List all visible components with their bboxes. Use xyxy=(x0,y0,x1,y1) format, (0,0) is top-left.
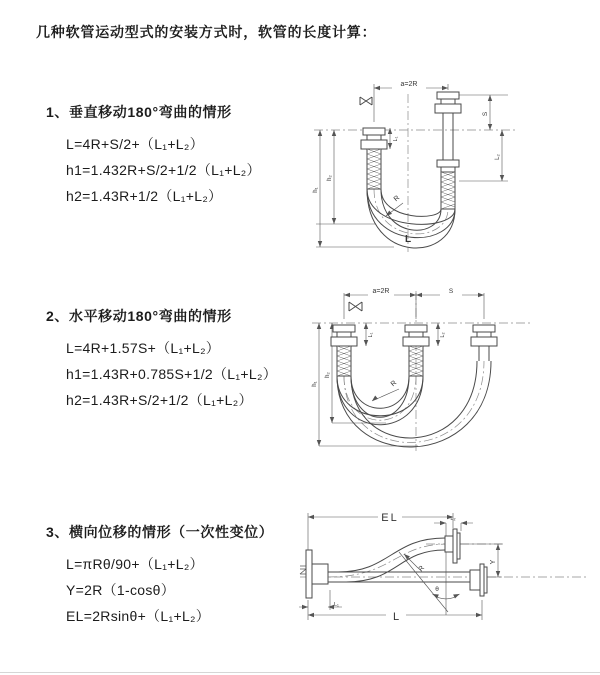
horizontal-bend-diagram xyxy=(306,283,536,463)
h-dim-s-label: S xyxy=(448,288,454,295)
section-3-heading: 3、横向位移的情形（一次性变位） xyxy=(46,524,274,540)
h-dim-h2-label: h₂ xyxy=(325,372,331,378)
dimension-arrows xyxy=(318,86,504,247)
section-2-formula-h2: h2=1.43R+S/2+1/2（L₁+L₂） xyxy=(66,392,253,408)
section-1-formula-h2: h2=1.43R+1/2（L₁+L₂） xyxy=(66,188,223,204)
dimension-lines xyxy=(299,513,502,620)
v-dim-l1-label: L₁ xyxy=(393,136,399,142)
section-vertical-bend xyxy=(46,102,261,209)
section-3-formula-EL: EL=2Rsinθ+（L₁+L₂） xyxy=(66,608,211,624)
section-3-formula-L: L=πRθ/90+（L₁+L₂） xyxy=(66,556,204,572)
section-1-heading: 1、垂直移动180°弯曲的情形 xyxy=(46,104,232,120)
section-horizontal-bend xyxy=(46,306,277,413)
lat-angle-label: θ xyxy=(435,586,439,593)
h-dim-h1-label: h₁ xyxy=(312,381,318,387)
dimension-lines xyxy=(316,84,508,247)
valve-icon xyxy=(349,302,362,311)
lateral-displacement-diagram xyxy=(298,498,593,653)
v-length-label: L xyxy=(404,234,412,245)
h-dim-l2-label: L₂ xyxy=(440,332,446,338)
hose-braid xyxy=(337,346,489,376)
lat-dim-l1-label: L₁ xyxy=(334,602,339,608)
h-radius-label: R xyxy=(389,379,399,389)
section-1-formula-h1: h1=1.432R+S/2+1/2（L₁+L₂） xyxy=(66,162,261,178)
v-radius-label: R xyxy=(392,194,402,204)
section-lateral-displacement xyxy=(46,522,273,629)
flanges xyxy=(306,529,487,598)
hose-bend-arcs xyxy=(337,361,491,447)
v-dim-h2-label: h₂ xyxy=(327,175,333,181)
fittings xyxy=(361,92,461,172)
fittings xyxy=(331,325,497,346)
lat-length-label: L xyxy=(392,611,400,623)
dimension-lines xyxy=(319,293,484,446)
h-dim-a-label: a=2R xyxy=(372,288,390,295)
dimension-arrows xyxy=(302,515,500,617)
centerlines xyxy=(314,94,518,252)
v-dim-s-label: S xyxy=(482,111,489,117)
lat-dim-el-label: EL xyxy=(381,512,399,524)
section-1-formula-L: L=4R+S/2+（L₁+L₂） xyxy=(66,136,204,152)
section-2-formula-h1: h1=1.43R+0.785S+1/2（L₁+L₂） xyxy=(66,366,277,382)
centerline-mark xyxy=(300,566,306,574)
v-dim-l2-label: L₂ xyxy=(495,154,501,160)
v-dim-h1-label: h₁ xyxy=(313,187,319,193)
valve-icon xyxy=(360,97,372,105)
page-bottom-edge xyxy=(0,672,600,673)
centerlines xyxy=(312,291,530,451)
page-title: 几种软管运动型式的安装方式时，软管的长度计算： xyxy=(36,24,377,40)
section-2-heading: 2、水平移动180°弯曲的情形 xyxy=(46,308,232,324)
section-2-formula-L: L=4R+1.57S+（L₁+L₂） xyxy=(66,340,221,356)
v-dim-a-label: a=2R xyxy=(400,81,418,88)
h-dim-l1-label: L₁ xyxy=(368,332,374,338)
vertical-bend-diagram xyxy=(306,72,536,257)
section-3-formula-Y: Y=2R（1-cosθ） xyxy=(66,582,176,598)
lat-radius-label: R xyxy=(417,564,427,574)
lat-dim-l2-label: L₂ xyxy=(450,516,456,522)
lat-dim-y-label: Y xyxy=(490,559,497,565)
